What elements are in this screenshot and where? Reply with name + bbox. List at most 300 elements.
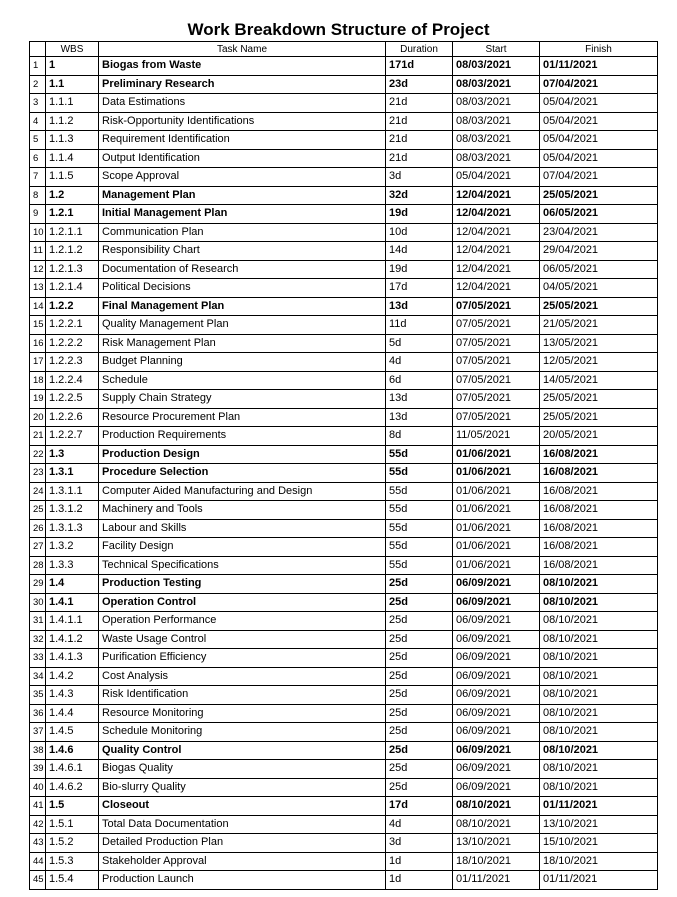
- table-row: [30, 242, 658, 261]
- row-number-cell: 11: [30, 242, 46, 261]
- row-number-cell: 26: [30, 519, 46, 538]
- table-row: [30, 686, 658, 705]
- table-row: [30, 334, 658, 353]
- duration-cell: 25d: [386, 741, 453, 760]
- start-date-cell: 06/09/2021: [453, 686, 540, 705]
- task-name-cell: Total Data Documentation: [99, 815, 386, 834]
- task-name-cell: Communication Plan: [99, 223, 386, 242]
- finish-date-cell: 08/10/2021: [540, 575, 658, 594]
- row-number-cell: 25: [30, 501, 46, 520]
- task-name-cell: Closeout: [99, 797, 386, 816]
- finish-date-cell: 25/05/2021: [540, 297, 658, 316]
- finish-date-cell: 16/08/2021: [540, 482, 658, 501]
- finish-date-cell: 12/05/2021: [540, 353, 658, 372]
- task-name-cell: Technical Specifications: [99, 556, 386, 575]
- duration-cell: 55d: [386, 482, 453, 501]
- duration-cell: 4d: [386, 353, 453, 372]
- finish-date-cell: 08/10/2021: [540, 723, 658, 742]
- row-number-cell: 6: [30, 149, 46, 168]
- start-date-cell: 07/05/2021: [453, 371, 540, 390]
- wbs-code-cell: 1.3.1.1: [46, 482, 99, 501]
- wbs-code-cell: 1.5.2: [46, 834, 99, 853]
- finish-date-cell: 16/08/2021: [540, 445, 658, 464]
- duration-cell: 10d: [386, 223, 453, 242]
- table-row: [30, 871, 658, 890]
- start-date-cell: 12/04/2021: [453, 223, 540, 242]
- row-number-cell: 18: [30, 371, 46, 390]
- wbs-code-cell: 1.1.1: [46, 94, 99, 113]
- table-row: [30, 353, 658, 372]
- wbs-code-cell: 1.2.1: [46, 205, 99, 224]
- start-date-cell: 08/10/2021: [453, 797, 540, 816]
- start-date-cell: 01/06/2021: [453, 464, 540, 483]
- start-date-cell: 06/09/2021: [453, 741, 540, 760]
- duration-cell: 3d: [386, 834, 453, 853]
- table-row: [30, 741, 658, 760]
- start-date-cell: 13/10/2021: [453, 834, 540, 853]
- table-row: [30, 297, 658, 316]
- wbs-code-cell: 1.4.1: [46, 593, 99, 612]
- task-name-cell: Waste Usage Control: [99, 630, 386, 649]
- table-row: [30, 834, 658, 853]
- finish-date-cell: 08/10/2021: [540, 630, 658, 649]
- wbs-code-cell: 1.4.1.2: [46, 630, 99, 649]
- row-number-cell: 16: [30, 334, 46, 353]
- finish-date-cell: 08/10/2021: [540, 778, 658, 797]
- task-name-cell: Final Management Plan: [99, 297, 386, 316]
- wbs-code-cell: 1.3.2: [46, 538, 99, 557]
- row-number-cell: 8: [30, 186, 46, 205]
- wbs-code-cell: 1.3.1.3: [46, 519, 99, 538]
- task-name-cell: Schedule: [99, 371, 386, 390]
- row-number-cell: 21: [30, 427, 46, 446]
- task-name-cell: Preliminary Research: [99, 75, 386, 94]
- wbs-code-cell: 1.2.2.6: [46, 408, 99, 427]
- row-number-cell: 19: [30, 390, 46, 409]
- row-number-cell: 33: [30, 649, 46, 668]
- finish-date-cell: 16/08/2021: [540, 538, 658, 557]
- duration-cell: 25d: [386, 760, 453, 779]
- wbs-code-cell: 1.4.1.3: [46, 649, 99, 668]
- table-row: [30, 427, 658, 446]
- task-name-cell: Documentation of Research: [99, 260, 386, 279]
- row-number-cell: 7: [30, 168, 46, 187]
- row-number-cell: 43: [30, 834, 46, 853]
- finish-date-cell: 08/10/2021: [540, 612, 658, 631]
- row-number-cell: 31: [30, 612, 46, 631]
- task-name-cell: Risk Management Plan: [99, 334, 386, 353]
- task-name-cell: Purification Efficiency: [99, 649, 386, 668]
- table-row: [30, 445, 658, 464]
- task-name-cell: Risk-Opportunity Identifications: [99, 112, 386, 131]
- duration-cell: 25d: [386, 612, 453, 631]
- finish-date-cell: 18/10/2021: [540, 852, 658, 871]
- start-date-cell: 01/06/2021: [453, 538, 540, 557]
- duration-cell: 17d: [386, 797, 453, 816]
- row-number-cell: 38: [30, 741, 46, 760]
- wbs-code-cell: 1.2.2.2: [46, 334, 99, 353]
- task-name-cell: Procedure Selection: [99, 464, 386, 483]
- task-name-cell: Detailed Production Plan: [99, 834, 386, 853]
- table-row: [30, 168, 658, 187]
- row-number-cell: 34: [30, 667, 46, 686]
- duration-cell: 19d: [386, 205, 453, 224]
- finish-date-cell: 23/04/2021: [540, 223, 658, 242]
- row-number-cell: 41: [30, 797, 46, 816]
- row-number-cell: 5: [30, 131, 46, 150]
- row-number-cell: 40: [30, 778, 46, 797]
- table-row: [30, 260, 658, 279]
- start-date-cell: 01/06/2021: [453, 445, 540, 464]
- table-row: [30, 408, 658, 427]
- table-row: [30, 390, 658, 409]
- duration-cell: 55d: [386, 445, 453, 464]
- finish-date-cell: 13/10/2021: [540, 815, 658, 834]
- start-date-cell: 07/05/2021: [453, 390, 540, 409]
- table-row: [30, 538, 658, 557]
- duration-cell: 1d: [386, 871, 453, 890]
- row-number-cell: 42: [30, 815, 46, 834]
- finish-date-cell: 25/05/2021: [540, 186, 658, 205]
- wbs-code-cell: 1.3.1.2: [46, 501, 99, 520]
- start-date-cell: 11/05/2021: [453, 427, 540, 446]
- finish-date-cell: 16/08/2021: [540, 519, 658, 538]
- start-date-cell: 08/03/2021: [453, 149, 540, 168]
- task-name-cell: Biogas from Waste: [99, 57, 386, 76]
- start-date-cell: 08/03/2021: [453, 131, 540, 150]
- row-number-cell: 45: [30, 871, 46, 890]
- duration-cell: 55d: [386, 519, 453, 538]
- wbs-code-cell: 1.1.2: [46, 112, 99, 131]
- wbs-code-cell: 1.3: [46, 445, 99, 464]
- start-date-cell: 06/09/2021: [453, 593, 540, 612]
- duration-cell: 23d: [386, 75, 453, 94]
- task-name-cell: Production Testing: [99, 575, 386, 594]
- row-number-cell: 10: [30, 223, 46, 242]
- wbs-code-cell: 1.2.2.4: [46, 371, 99, 390]
- start-date-cell: 06/09/2021: [453, 778, 540, 797]
- finish-date-cell: 01/11/2021: [540, 797, 658, 816]
- row-number-cell: 20: [30, 408, 46, 427]
- row-number-cell: 17: [30, 353, 46, 372]
- start-date-cell: 12/04/2021: [453, 242, 540, 261]
- wbs-code-cell: 1.1.4: [46, 149, 99, 168]
- table-row: [30, 778, 658, 797]
- duration-cell: 6d: [386, 371, 453, 390]
- duration-cell: 21d: [386, 112, 453, 131]
- wbs-code-cell: 1.2.1.1: [46, 223, 99, 242]
- task-name-cell: Production Requirements: [99, 427, 386, 446]
- header-row-number: [30, 42, 46, 57]
- task-name-cell: Scope Approval: [99, 168, 386, 187]
- row-number-cell: 3: [30, 94, 46, 113]
- duration-cell: 21d: [386, 149, 453, 168]
- finish-date-cell: 08/10/2021: [540, 760, 658, 779]
- row-number-cell: 12: [30, 260, 46, 279]
- wbs-code-cell: 1.4.2: [46, 667, 99, 686]
- row-number-cell: 15: [30, 316, 46, 335]
- start-date-cell: 01/11/2021: [453, 871, 540, 890]
- duration-cell: 55d: [386, 464, 453, 483]
- task-name-cell: Resource Procurement Plan: [99, 408, 386, 427]
- row-number-cell: 39: [30, 760, 46, 779]
- duration-cell: 25d: [386, 704, 453, 723]
- task-name-cell: Production Design: [99, 445, 386, 464]
- table-header-row: [30, 42, 658, 57]
- duration-cell: 8d: [386, 427, 453, 446]
- finish-date-cell: 06/05/2021: [540, 205, 658, 224]
- duration-cell: 25d: [386, 686, 453, 705]
- table-row: [30, 186, 658, 205]
- duration-cell: 4d: [386, 815, 453, 834]
- finish-date-cell: 05/04/2021: [540, 94, 658, 113]
- task-name-cell: Requirement Identification: [99, 131, 386, 150]
- task-name-cell: Cost Analysis: [99, 667, 386, 686]
- task-name-cell: Political Decisions: [99, 279, 386, 298]
- finish-date-cell: 15/10/2021: [540, 834, 658, 853]
- task-name-cell: Stakeholder Approval: [99, 852, 386, 871]
- finish-date-cell: 25/05/2021: [540, 408, 658, 427]
- task-name-cell: Quality Management Plan: [99, 316, 386, 335]
- finish-date-cell: 16/08/2021: [540, 556, 658, 575]
- row-number-cell: 28: [30, 556, 46, 575]
- duration-cell: 55d: [386, 538, 453, 557]
- row-number-cell: 29: [30, 575, 46, 594]
- duration-cell: 1d: [386, 852, 453, 871]
- task-name-cell: Initial Management Plan: [99, 205, 386, 224]
- row-number-cell: 36: [30, 704, 46, 723]
- task-name-cell: Bio-slurry Quality: [99, 778, 386, 797]
- finish-date-cell: 05/04/2021: [540, 149, 658, 168]
- table-row: [30, 94, 658, 113]
- wbs-code-cell: 1.4.1.1: [46, 612, 99, 631]
- table-row: [30, 852, 658, 871]
- header-finish: Finish: [540, 42, 658, 57]
- start-date-cell: 12/04/2021: [453, 186, 540, 205]
- start-date-cell: 06/09/2021: [453, 630, 540, 649]
- start-date-cell: 07/05/2021: [453, 334, 540, 353]
- duration-cell: 17d: [386, 279, 453, 298]
- table-row: [30, 501, 658, 520]
- wbs-code-cell: 1.4.6.1: [46, 760, 99, 779]
- finish-date-cell: 08/10/2021: [540, 649, 658, 668]
- finish-date-cell: 08/10/2021: [540, 704, 658, 723]
- start-date-cell: 06/09/2021: [453, 649, 540, 668]
- start-date-cell: 18/10/2021: [453, 852, 540, 871]
- duration-cell: 5d: [386, 334, 453, 353]
- row-number-cell: 32: [30, 630, 46, 649]
- wbs-code-cell: 1.5.3: [46, 852, 99, 871]
- wbs-code-cell: 1.2: [46, 186, 99, 205]
- wbs-code-cell: 1.2.2: [46, 297, 99, 316]
- start-date-cell: 07/05/2021: [453, 297, 540, 316]
- wbs-code-cell: 1.3.3: [46, 556, 99, 575]
- finish-date-cell: 05/04/2021: [540, 131, 658, 150]
- table-row: [30, 649, 658, 668]
- wbs-code-cell: 1.5.1: [46, 815, 99, 834]
- row-number-cell: 14: [30, 297, 46, 316]
- start-date-cell: 07/05/2021: [453, 316, 540, 335]
- duration-cell: 55d: [386, 501, 453, 520]
- task-name-cell: Responsibility Chart: [99, 242, 386, 261]
- wbs-code-cell: 1.5: [46, 797, 99, 816]
- wbs-code-cell: 1.4: [46, 575, 99, 594]
- wbs-code-cell: 1.2.2.7: [46, 427, 99, 446]
- task-name-cell: Production Launch: [99, 871, 386, 890]
- table-row: [30, 75, 658, 94]
- task-name-cell: Budget Planning: [99, 353, 386, 372]
- duration-cell: 21d: [386, 131, 453, 150]
- task-name-cell: Facility Design: [99, 538, 386, 557]
- finish-date-cell: 07/04/2021: [540, 168, 658, 187]
- task-name-cell: Output Identification: [99, 149, 386, 168]
- finish-date-cell: 04/05/2021: [540, 279, 658, 298]
- table-row: [30, 464, 658, 483]
- wbs-code-cell: 1.1.3: [46, 131, 99, 150]
- finish-date-cell: 16/08/2021: [540, 464, 658, 483]
- start-date-cell: 05/04/2021: [453, 168, 540, 187]
- start-date-cell: 06/09/2021: [453, 760, 540, 779]
- start-date-cell: 06/09/2021: [453, 723, 540, 742]
- table-row: [30, 371, 658, 390]
- duration-cell: 25d: [386, 778, 453, 797]
- table-row: [30, 612, 658, 631]
- start-date-cell: 12/04/2021: [453, 260, 540, 279]
- table-row: [30, 149, 658, 168]
- table-row: [30, 131, 658, 150]
- wbs-code-cell: 1.4.4: [46, 704, 99, 723]
- duration-cell: 25d: [386, 667, 453, 686]
- finish-date-cell: 08/10/2021: [540, 593, 658, 612]
- wbs-code-cell: 1.2.2.1: [46, 316, 99, 335]
- row-number-cell: 27: [30, 538, 46, 557]
- duration-cell: 14d: [386, 242, 453, 261]
- row-number-cell: 24: [30, 482, 46, 501]
- duration-cell: 25d: [386, 649, 453, 668]
- task-name-cell: Resource Monitoring: [99, 704, 386, 723]
- wbs-code-cell: 1.2.2.3: [46, 353, 99, 372]
- table-row: [30, 519, 658, 538]
- task-name-cell: Quality Control: [99, 741, 386, 760]
- wbs-code-cell: 1: [46, 57, 99, 76]
- start-date-cell: 08/03/2021: [453, 94, 540, 113]
- table-row: [30, 760, 658, 779]
- wbs-code-cell: 1.2.1.2: [46, 242, 99, 261]
- table-row: [30, 556, 658, 575]
- wbs-code-cell: 1.2.2.5: [46, 390, 99, 409]
- table-row: [30, 57, 658, 76]
- table-row: [30, 797, 658, 816]
- row-number-cell: 4: [30, 112, 46, 131]
- duration-cell: 55d: [386, 556, 453, 575]
- wbs-code-cell: 1.1.5: [46, 168, 99, 187]
- wbs-code-cell: 1.2.1.3: [46, 260, 99, 279]
- header-start: Start: [453, 42, 540, 57]
- start-date-cell: 01/06/2021: [453, 501, 540, 520]
- duration-cell: 21d: [386, 94, 453, 113]
- wbs-code-cell: 1.4.6: [46, 741, 99, 760]
- task-name-cell: Management Plan: [99, 186, 386, 205]
- start-date-cell: 07/05/2021: [453, 353, 540, 372]
- table-row: [30, 667, 658, 686]
- row-number-cell: 22: [30, 445, 46, 464]
- duration-cell: 13d: [386, 408, 453, 427]
- finish-date-cell: 07/04/2021: [540, 75, 658, 94]
- finish-date-cell: 01/11/2021: [540, 871, 658, 890]
- row-number-cell: 37: [30, 723, 46, 742]
- table-body: [30, 57, 658, 890]
- wbs-table: [29, 41, 658, 890]
- duration-cell: 25d: [386, 575, 453, 594]
- finish-date-cell: 21/05/2021: [540, 316, 658, 335]
- task-name-cell: Machinery and Tools: [99, 501, 386, 520]
- header-duration: Duration: [386, 42, 453, 57]
- finish-date-cell: 16/08/2021: [540, 501, 658, 520]
- table-row: [30, 205, 658, 224]
- duration-cell: 25d: [386, 593, 453, 612]
- finish-date-cell: 08/10/2021: [540, 667, 658, 686]
- row-number-cell: 13: [30, 279, 46, 298]
- start-date-cell: 06/09/2021: [453, 667, 540, 686]
- finish-date-cell: 29/04/2021: [540, 242, 658, 261]
- start-date-cell: 07/05/2021: [453, 408, 540, 427]
- start-date-cell: 01/06/2021: [453, 482, 540, 501]
- table-row: [30, 223, 658, 242]
- wbs-code-cell: 1.2.1.4: [46, 279, 99, 298]
- duration-cell: 25d: [386, 723, 453, 742]
- wbs-code-cell: 1.4.6.2: [46, 778, 99, 797]
- start-date-cell: 06/09/2021: [453, 575, 540, 594]
- table-row: [30, 112, 658, 131]
- start-date-cell: 08/03/2021: [453, 57, 540, 76]
- row-number-cell: 2: [30, 75, 46, 94]
- row-number-cell: 9: [30, 205, 46, 224]
- task-name-cell: Supply Chain Strategy: [99, 390, 386, 409]
- task-name-cell: Schedule Monitoring: [99, 723, 386, 742]
- duration-cell: 13d: [386, 297, 453, 316]
- finish-date-cell: 08/10/2021: [540, 686, 658, 705]
- duration-cell: 3d: [386, 168, 453, 187]
- start-date-cell: 08/10/2021: [453, 815, 540, 834]
- wbs-code-cell: 1.3.1: [46, 464, 99, 483]
- wbs-code-cell: 1.5.4: [46, 871, 99, 890]
- duration-cell: 13d: [386, 390, 453, 409]
- wbs-code-cell: 1.4.5: [46, 723, 99, 742]
- task-name-cell: Operation Control: [99, 593, 386, 612]
- row-number-cell: 44: [30, 852, 46, 871]
- finish-date-cell: 20/05/2021: [540, 427, 658, 446]
- finish-date-cell: 08/10/2021: [540, 741, 658, 760]
- wbs-code-cell: 1.4.3: [46, 686, 99, 705]
- duration-cell: 171d: [386, 57, 453, 76]
- task-name-cell: Computer Aided Manufacturing and Design: [99, 482, 386, 501]
- task-name-cell: Operation Performance: [99, 612, 386, 631]
- table-row: [30, 815, 658, 834]
- finish-date-cell: 06/05/2021: [540, 260, 658, 279]
- header-wbs: WBS: [46, 42, 99, 57]
- start-date-cell: 01/06/2021: [453, 519, 540, 538]
- task-name-cell: Data Estimations: [99, 94, 386, 113]
- finish-date-cell: 25/05/2021: [540, 390, 658, 409]
- start-date-cell: 12/04/2021: [453, 205, 540, 224]
- table-row: [30, 316, 658, 335]
- row-number-cell: 30: [30, 593, 46, 612]
- duration-cell: 19d: [386, 260, 453, 279]
- start-date-cell: 06/09/2021: [453, 612, 540, 631]
- duration-cell: 32d: [386, 186, 453, 205]
- table-row: [30, 723, 658, 742]
- header-task-name: Task Name: [99, 42, 386, 57]
